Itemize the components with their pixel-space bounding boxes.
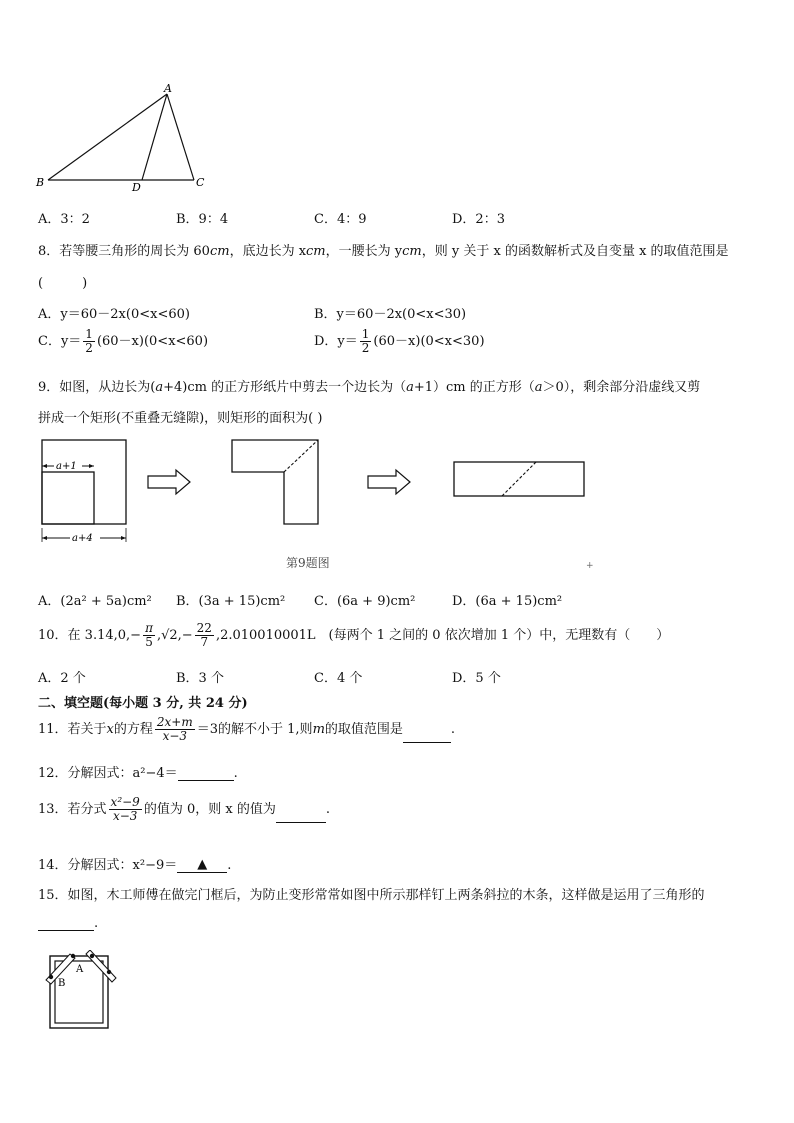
q8-option-b: B．y＝60－2x(0<x<30) [314,307,467,322]
q15-question: 15．如图，木工师傅在做完门框后，为防止变形常常如图中所示那样钉上两条斜拉的木条，这样做是运用了三角形的 [38,888,705,903]
figure-caption-q9: 第9题图 [286,556,330,570]
triangle-figure-q7 [34,82,214,192]
q9-question-line1: 9．如图，从边长为(a+4)cm 的正方形纸片中剪去一个边长为（a+1）cm 的正方形（a＞0），剩余部分沿虚线又剪 [38,380,701,395]
q8-option-c: C．y＝ $\frac{1}{2}$ (60－x)(0<x<60) [38,327,209,355]
svg-text:+: + [586,561,594,571]
square-cutting-figure-q9 [36,436,596,576]
right-arrow-icon [148,470,190,494]
vertex-label-a: A [164,82,172,95]
answer-blank[interactable] [177,857,227,873]
section-heading-fill-blank: 二、填空题(每小题 3 分, 共 24 分) [38,696,248,711]
frame-label-b: B [58,978,66,989]
q8-option-d: D．y＝ $\frac{1}{2}$ (60－x)(0<x<30) [314,327,485,355]
q9-option-a: A．(2a² + 5a)cm² [38,594,152,609]
q13-question: 13．若分式 $\frac{\text{x²−9}}{x-3}$ 的值为 0，则 x 的值为 . [38,795,330,823]
q7-option-b: B．9：4 [176,212,229,227]
right-arrow-icon [368,470,410,494]
q7-option-a: A．3：2 [38,212,90,227]
answer-blank[interactable] [38,930,94,931]
q8-answer-paren: ( ) [38,276,88,291]
q9-question-line2: 拼成一个矩形(不重叠无缝隙)，则矩形的面积为( ) [38,411,323,426]
vertex-label-b: B [36,176,45,189]
q10-question: 10．在 3.14,0,− $\frac{\pi}{5}$ ,√2,− $\frac{22}{7}$ ,2.010010001L (每两个 1 之间的 0 依次增加 1 个）中，无理数有（ ） [38,621,670,649]
q8-question: 8．若等腰三角形的周长为 60cm，底边长为 xcm，一腰长为 ycm，则 y 关于 x 的函数解析式及自变量 x 的取值范围是 [38,244,729,259]
q10-option-d: D．5 个 [452,671,501,686]
q15-answer-line: . [38,916,98,931]
q9-option-c: C．(6a + 9)cm² [314,594,416,609]
answer-blank[interactable] [178,780,234,781]
door-frame-figure-q15 [40,950,120,1032]
dimension-label-a-plus-1: a+1 [56,461,77,472]
q14-question: 14．分解因式：x²−9＝ ▲ . [38,857,232,873]
q11-question: 11．若关于x的方程 $\frac{2x+m}{x-3}$ ＝3的解不小于 1,则m的取值范围是 . [38,715,456,743]
q10-option-a: A．2 个 [38,671,86,686]
triangle-mark-icon: ▲ [197,857,208,872]
q8-option-a: A．y＝60－2x(0<x<60) [38,307,190,322]
q7-option-c: C．4：9 [314,212,367,227]
answer-blank[interactable] [276,822,326,823]
q10-option-b: B．3 个 [176,671,224,686]
q10-option-c: C．4 个 [314,671,363,686]
vertex-label-c: C [196,176,205,189]
q7-option-d: D．2：3 [452,212,505,227]
frame-label-a: A [76,964,84,975]
answer-blank[interactable] [403,742,451,743]
vertex-label-d: D [132,181,141,192]
dimension-label-a-plus-4: a+4 [72,533,93,544]
q12-question: 12．分解因式：a²−4＝ . [38,766,238,781]
q9-option-d: D．(6a + 15)cm² [452,594,563,609]
q9-option-b: B．(3a + 15)cm² [176,594,286,609]
